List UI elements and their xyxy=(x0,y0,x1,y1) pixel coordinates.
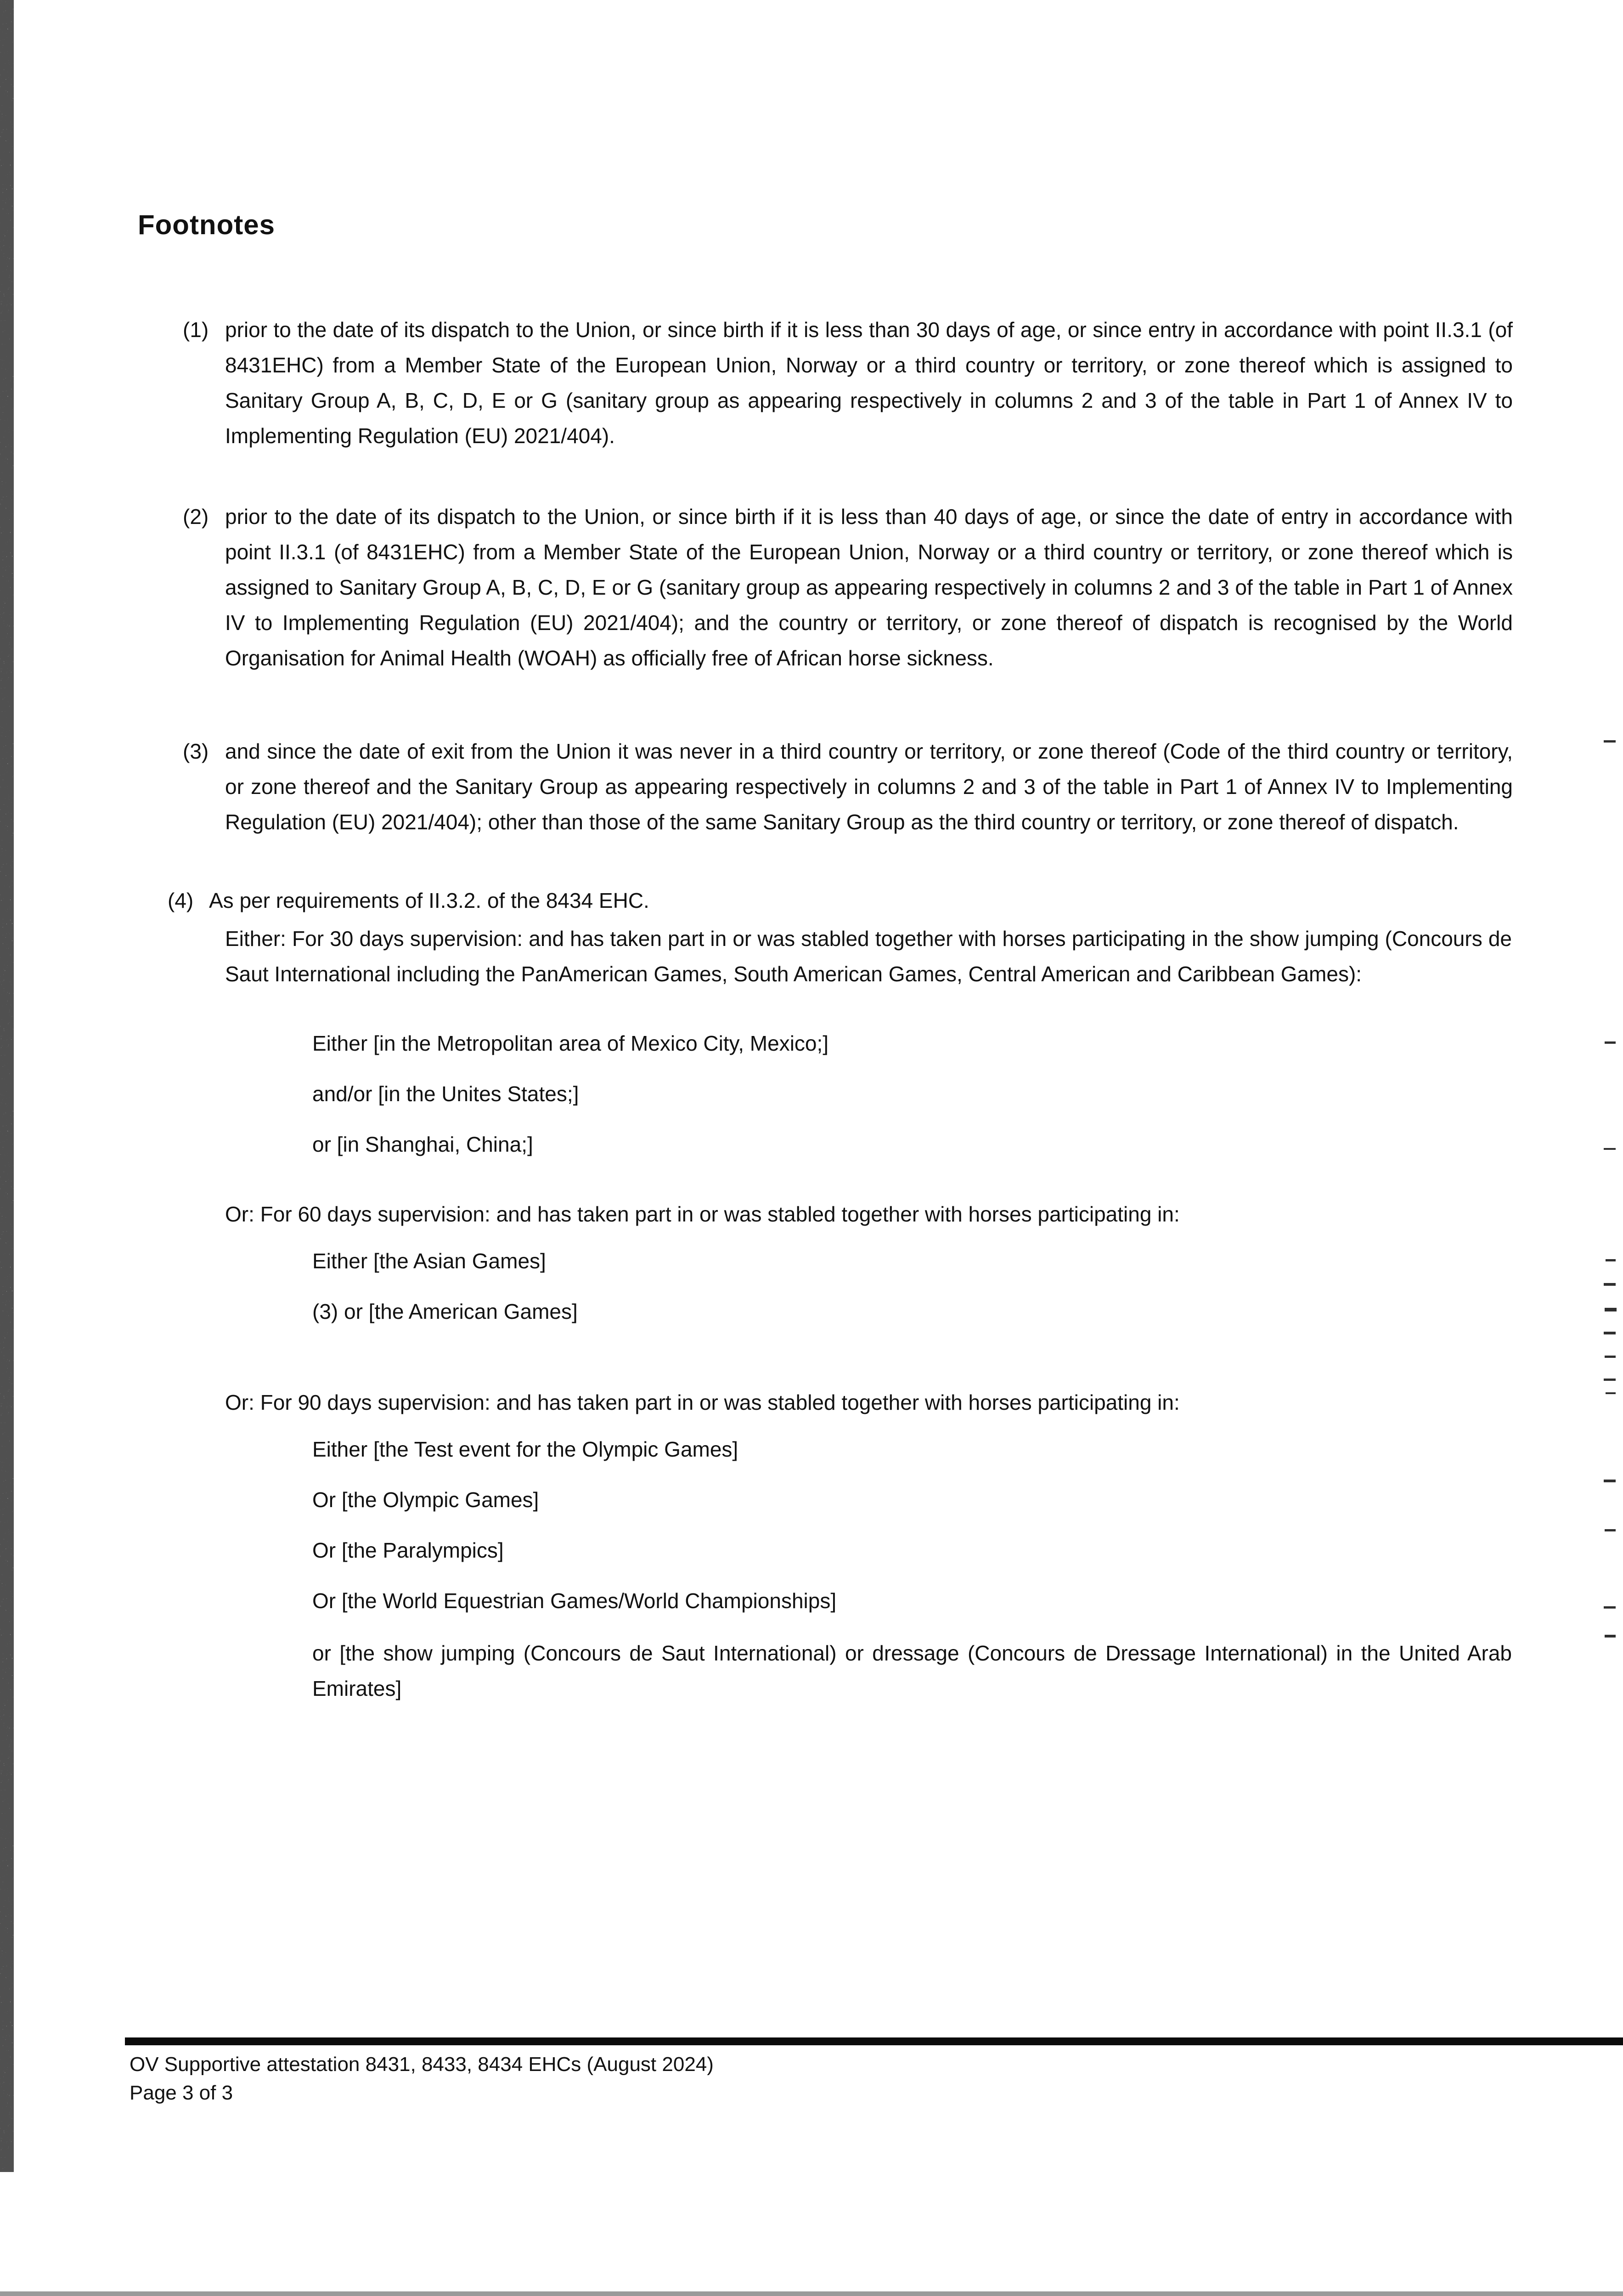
scan-artifact-tick xyxy=(1604,1332,1616,1334)
footnote-1-text: prior to the date of its dispatch to the Union, or since birth if it is less than 30 days of age, or since entry in accordance with point II.3.1 (of 8431EHC) from a Member State of the European Union, Norway or a third country or territory, or zone thereof which is assigned to Sanitary Group A, B, C, D, E or G (sanitary group as appearing respectively in columns 2 and 3 of the table in Part 1 of Annex IV to Implementing Regulation (EU) 2021/404). xyxy=(225,318,1513,448)
footnote-3-text: and since the date of exit from the Union it was never in a third country or territory, or zone thereof (Code of the third country or territory, or zone thereof and the Sanitary Group as appearing respectively in columns 2 and 3 of the table in Part 1 of Annex IV to Implementing Regulation (EU) 2021/404); other than those of the same Sanitary Group as the third country or territory, or zone thereof of dispatch. xyxy=(225,739,1513,834)
scan-artifact-tick xyxy=(1605,1041,1616,1044)
scan-artifact-tick xyxy=(1605,1529,1616,1531)
footer-page-number: Page 3 of 3 xyxy=(130,2082,233,2104)
supervision-90-option-4: Or [the World Equestrian Games/World Championships] xyxy=(312,1589,837,1613)
footer-divider xyxy=(125,2037,1623,2045)
scan-artifact-tick xyxy=(1606,1259,1616,1261)
scan-noise-strip xyxy=(0,0,14,2172)
footnote-4-text: As per requirements of II.3.2. of the 8434 EHC. xyxy=(209,889,649,912)
footnote-3-number: (3) xyxy=(183,739,209,763)
supervision-60-option-1: Either [the Asian Games] xyxy=(312,1249,546,1273)
footnote-2-text: prior to the date of its dispatch to the Union, or since birth if it is less than 40 days of age, or since the date of entry in accordance with point II.3.1 (of 8431EHC) from a Member State of the European Union, Norway or a third country or territory, or zone thereof which is assigned to Sanitary Group A, B, C, D, E or G (sanitary group as appearing respectively in columns 2 and 3 of the table in Part 1 of Annex IV to Implementing Regulation (EU) 2021/404); and the country or territory, or zone thereof of dispatch is recognised by the World Organisation for Animal Health (WOAH) as officially free of African horse sickness. xyxy=(225,505,1513,670)
supervision-90-option-2: Or [the Olympic Games] xyxy=(312,1488,539,1512)
scan-artifact-tick xyxy=(1604,1379,1616,1381)
scan-artifact-tick xyxy=(1606,1392,1616,1394)
scan-artifact-tick xyxy=(1604,1606,1616,1609)
footnote-2-number: (2) xyxy=(183,505,209,529)
scan-artifact-tick xyxy=(1604,1283,1616,1286)
footer-document-title: OV Supportive attestation 8431, 8433, 8434 EHCs (August 2024) xyxy=(130,2053,714,2076)
scan-artifact-tick xyxy=(1605,1356,1616,1358)
footnote-item-3 xyxy=(183,734,1513,840)
footnote-item-2 xyxy=(183,499,1513,676)
supervision-90-intro: Or: For 90 days supervision: and has taken part in or was stabled together with horses participating in: xyxy=(225,1390,1180,1414)
footnote-4-number: (4) xyxy=(168,889,194,912)
supervision-90-option-5: or [the show jumping (Concours de Saut International) or dressage (Concours de Dressage International) in the United Arab Emirates] xyxy=(312,1641,1512,1700)
supervision-90-option-3: Or [the Paralympics] xyxy=(312,1538,504,1562)
supervision-60-intro: Or: For 60 days supervision: and has taken part in or was stabled together with horses participating in: xyxy=(225,1202,1180,1226)
supervision-30-intro: Either: For 30 days supervision: and has taken part in or was stabled together with horses participating in the show jumping (Concours de Saut International including the PanAmerican Games, South American Games, Central American and Caribbean Games): xyxy=(225,927,1512,986)
scan-artifact-tick xyxy=(1605,1308,1617,1311)
scan-artifact-tick xyxy=(1604,740,1616,743)
page-title: Footnotes xyxy=(138,209,275,240)
footnote-item-4 xyxy=(168,883,1513,918)
footnote-1-number: (1) xyxy=(183,318,209,342)
scan-artifact-tick xyxy=(1605,1635,1616,1638)
supervision-60-option-2: (3) or [the American Games] xyxy=(312,1300,578,1323)
supervision-90-option-1: Either [the Test event for the Olympic Games] xyxy=(312,1437,738,1461)
supervision-30-option-3: or [in Shanghai, China;] xyxy=(312,1132,533,1156)
scan-edge-bottom xyxy=(0,2291,1623,2296)
scan-artifact-tick xyxy=(1604,1148,1616,1150)
scan-artifact-tick xyxy=(1604,1480,1616,1482)
footnote-item-1 xyxy=(183,312,1513,454)
supervision-30-option-1: Either [in the Metropolitan area of Mexico City, Mexico;] xyxy=(312,1031,829,1055)
supervision-30-option-2: and/or [in the Unites States;] xyxy=(312,1082,579,1106)
